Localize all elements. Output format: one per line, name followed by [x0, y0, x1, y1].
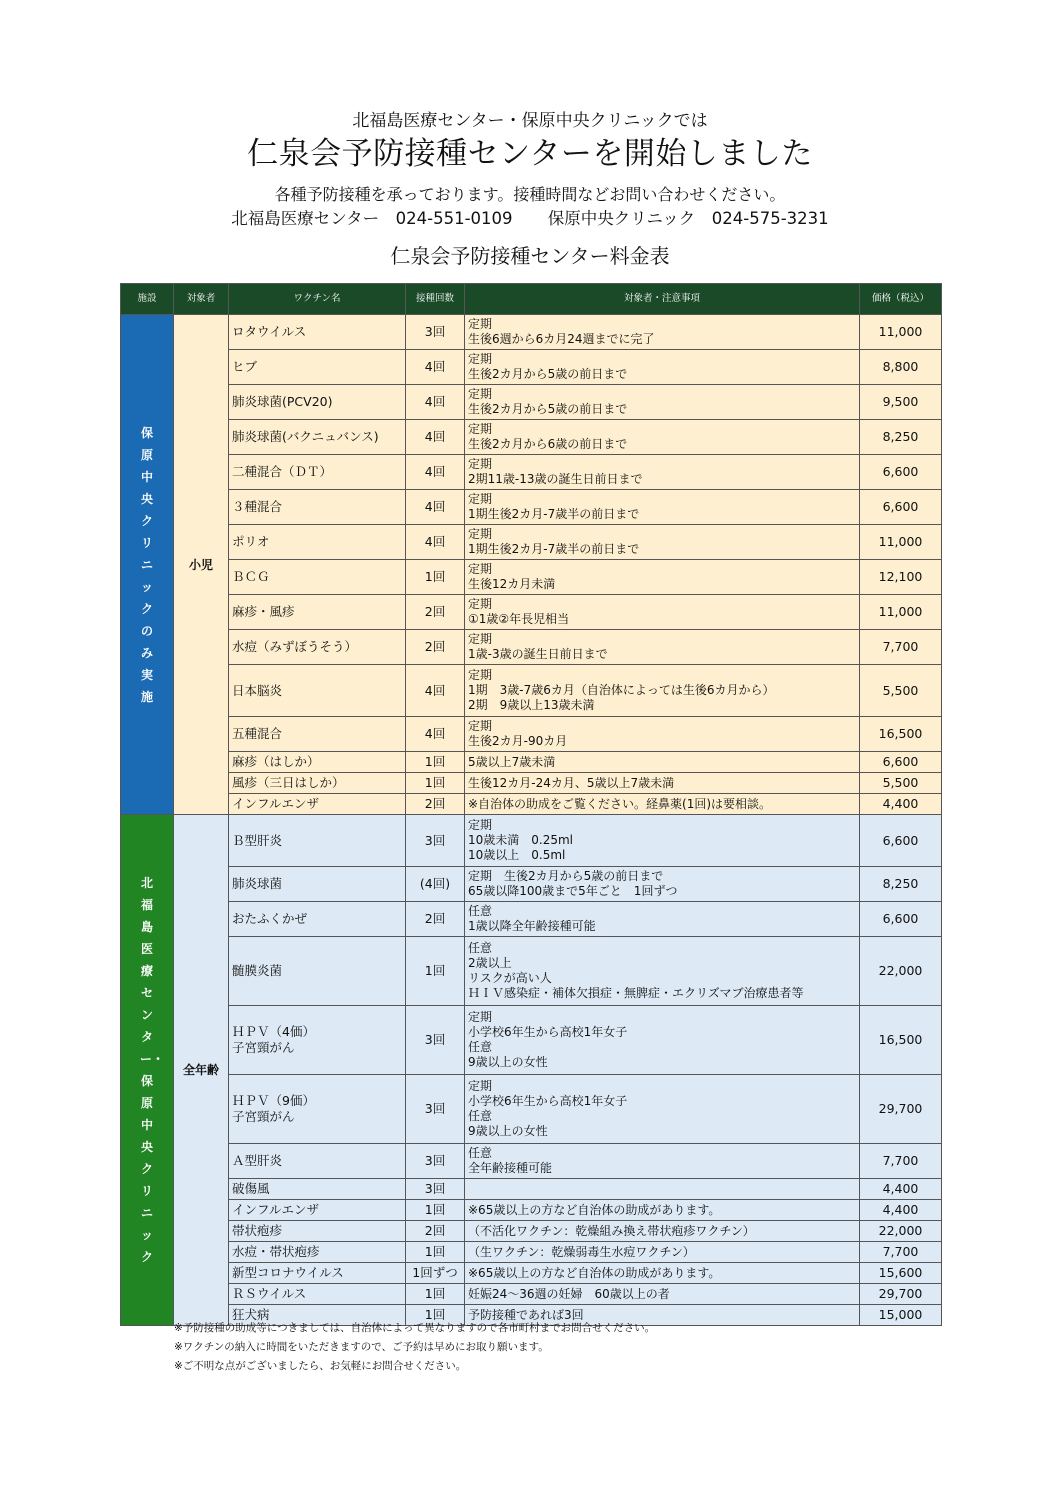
price-value: 6,600: [860, 815, 942, 867]
vaccine-name-line: 五種混合: [232, 726, 283, 741]
eligibility-notes: [465, 1284, 860, 1305]
notes-line: 1期 3歳-7歳6カ月（自治体によっては生後6カ月から）: [468, 683, 775, 697]
table-header-row: [121, 284, 942, 315]
vaccine-name-line: 二種混合（ＤＴ）: [232, 464, 333, 479]
notes-line: 1期生後2カ月-7歳半の前日まで: [468, 507, 640, 521]
vaccine-name-line: 髄膜炎菌: [232, 963, 283, 978]
vaccine-name-line: ロタウイルス: [232, 324, 307, 339]
notes-line: （生ワクチン：乾燥弱毒生水痘ワクチン）: [468, 1244, 695, 1259]
notes-line: ＨＩＶ感染症・補体欠損症・無脾症・エクリズマブ治療患者等: [468, 986, 804, 1000]
dose-count: 2回: [406, 1221, 465, 1242]
table-row: [121, 752, 942, 773]
notes-line: 65歳以降100歳まで5年ごと 1回ずつ: [468, 884, 678, 898]
footnote-subsidy: ※予防接種の助成等につきましては、自治体によって異なりますので各市町村までお問合せください。: [174, 1322, 656, 1334]
eligibility-notes: [465, 867, 860, 902]
eligibility-notes: [465, 1242, 860, 1263]
col-header-vaccine: ワクチン名: [229, 284, 406, 315]
vaccine-name-line: 子宮頸がん: [232, 1109, 295, 1124]
vaccine-name: [229, 1179, 406, 1200]
price-value: 4,400: [860, 1200, 942, 1221]
vaccine-name-line: 麻疹・風疹: [232, 604, 295, 619]
notes-line: 定期: [468, 457, 493, 471]
dose-count: 1回: [406, 1284, 465, 1305]
vaccine-name: [229, 350, 406, 385]
notes-line: 定期: [468, 632, 493, 646]
notes-line: 1期生後2カ月-7歳半の前日まで: [468, 542, 640, 556]
table-row: [121, 1200, 942, 1221]
table-row: [121, 420, 942, 455]
vaccine-name-line: 破傷風: [232, 1181, 270, 1196]
price-value: 16,500: [860, 1006, 942, 1075]
table-row: [121, 1263, 942, 1284]
dose-count: 4回: [406, 350, 465, 385]
facility-text: 北福島医療センター・保原中央クリニック: [140, 876, 165, 1264]
eligibility-notes: [465, 525, 860, 560]
dose-count: 1回ずつ: [406, 1263, 465, 1284]
notes-line: 10歳以上 0.5ml: [468, 848, 566, 862]
eligibility-notes: [465, 1006, 860, 1075]
dose-count: 1回: [406, 773, 465, 794]
notes-line: 任意: [468, 1040, 493, 1054]
notes-line: 2期11歳-13歳の誕生日前日まで: [468, 472, 643, 486]
eligibility-notes: [465, 937, 860, 1006]
table-row: [121, 595, 942, 630]
vaccine-name-line: 肺炎球菌(バクニュバンス): [232, 429, 379, 444]
table-title: 仁泉会予防接種センター料金表: [390, 244, 670, 268]
vaccine-name-line: インフルエンザ: [232, 1202, 320, 1217]
price-value: 8,250: [860, 420, 942, 455]
price-value: 15,600: [860, 1263, 942, 1284]
eligibility-notes: [465, 1200, 860, 1221]
phone-kitafukushima[interactable]: 北福島医療センター 024-551-0109: [231, 209, 513, 228]
price-value: 4,400: [860, 794, 942, 815]
vaccine-name: [229, 420, 406, 455]
vaccine-name: [229, 560, 406, 595]
table-row: [121, 630, 942, 665]
col-header-notes: 対象者・注意事項: [465, 284, 860, 315]
notes-line: 予防接種であれば3回: [468, 1307, 584, 1322]
price-value: 12,100: [860, 560, 942, 595]
price-value: 16,500: [860, 717, 942, 752]
price-value: 6,600: [860, 752, 942, 773]
col-header-count: 接種回数: [406, 284, 465, 315]
dose-count: 2回: [406, 595, 465, 630]
price-value: 6,600: [860, 902, 942, 937]
vaccine-name-line: 新型コロナウイルス: [232, 1265, 344, 1280]
vaccine-name-line: ＲＳウイルス: [232, 1286, 307, 1301]
eligibility-notes: [465, 1075, 860, 1144]
notes-line: ※自治体の助成をご覧ください。経鼻薬(1回)は要相談。: [468, 796, 772, 811]
price-value: 5,500: [860, 773, 942, 794]
vaccine-name: [229, 385, 406, 420]
notes-line: 生後12カ月-24カ月、5歳以上7歳未満: [468, 775, 675, 790]
vaccine-name-line: ３種混合: [232, 499, 283, 514]
header-pre-title: 北福島医療センター・保原中央クリニックでは: [352, 111, 708, 131]
price-value: 11,000: [860, 525, 942, 560]
eligibility-notes: [465, 665, 860, 717]
target-group-label: 全年齢: [174, 815, 229, 1326]
group-all-ages: [121, 815, 942, 1326]
price-value: 7,700: [860, 1144, 942, 1179]
eligibility-notes: [465, 902, 860, 937]
eligibility-notes: [465, 815, 860, 867]
price-value: 22,000: [860, 1221, 942, 1242]
facility-label: [121, 315, 174, 815]
dose-count: 4回: [406, 455, 465, 490]
notes-line: 生後2カ月から6歳の前日まで: [468, 437, 628, 451]
notes-line: 小学校6年生から高校1年女子: [468, 1025, 628, 1039]
price-table: [120, 283, 942, 1326]
price-value: 4,400: [860, 1179, 942, 1200]
notes-line: 定期: [468, 668, 493, 682]
vaccine-name-line: 肺炎球菌: [232, 876, 283, 891]
notes-line: 生後12カ月未満: [468, 577, 556, 591]
vaccine-name-line: ポリオ: [232, 534, 270, 549]
phone-hobara[interactable]: 保原中央クリニック 024-575-3231: [547, 209, 829, 228]
vaccine-name-line: ＨＰＶ（4価）: [232, 1024, 315, 1039]
notes-line: 生後2カ月から5歳の前日まで: [468, 402, 628, 416]
vaccine-name: [229, 1200, 406, 1221]
dose-count: 1回: [406, 752, 465, 773]
dose-count: 2回: [406, 794, 465, 815]
vaccine-name: [229, 455, 406, 490]
vaccine-name-line: 狂犬病: [232, 1307, 270, 1322]
vaccine-name: [229, 490, 406, 525]
vaccine-name-line: 子宮頸がん: [232, 1040, 295, 1055]
eligibility-notes: [465, 773, 860, 794]
notes-line: 任意: [468, 904, 493, 918]
table-row: [121, 455, 942, 490]
notes-line: 定期: [468, 1079, 493, 1093]
dose-count: 3回: [406, 1006, 465, 1075]
vaccine-name: [229, 902, 406, 937]
dose-count: 1回: [406, 1305, 465, 1326]
eligibility-notes: [465, 752, 860, 773]
vaccine-name-line: おたふくかぜ: [232, 911, 308, 926]
notes-line: ※65歳以上の方など自治体の助成があります。: [468, 1202, 721, 1217]
notes-line: 任意: [468, 941, 493, 955]
vaccine-name: [229, 867, 406, 902]
footnote-contact: ※ご不明な点がございましたら、お気軽にお問合せください。: [174, 1360, 467, 1372]
footnote-delivery: ※ワクチンの納入に時間をいただきますので、ご予約は早めにお取り願います。: [174, 1341, 549, 1353]
notes-line: 1歳-3歳の誕生日前日まで: [468, 647, 608, 661]
vaccine-name: [229, 815, 406, 867]
vaccine-name-line: 水痘・帯状疱疹: [232, 1244, 320, 1259]
notes-line: 9歳以上の女性: [468, 1124, 548, 1138]
vaccine-name: [229, 665, 406, 717]
eligibility-notes: [465, 1144, 860, 1179]
vaccine-name: [229, 794, 406, 815]
price-value: 11,000: [860, 315, 942, 350]
table-row: [121, 773, 942, 794]
vaccine-name: [229, 630, 406, 665]
table-row: [121, 815, 942, 867]
notes-line: 定期: [468, 1010, 493, 1024]
notes-line: 定期: [468, 562, 493, 576]
vaccine-name-line: ＨＰＶ（9価）: [232, 1093, 315, 1108]
dose-count: 4回: [406, 717, 465, 752]
notes-line: 定期: [468, 818, 493, 832]
notes-line: 定期: [468, 317, 493, 331]
table-row: [121, 937, 942, 1006]
vaccine-name-line: 水痘（みずぼうそう）: [232, 639, 358, 654]
notes-line: （不活化ワクチン：乾燥組み換え帯状疱疹ワクチン）: [468, 1223, 755, 1238]
notes-line: ①1歳②年長児相当: [468, 612, 570, 626]
header-description: 各種予防接種を承っております。接種時間などお問い合わせください。: [274, 185, 786, 204]
vaccine-name-line: Ａ型肝炎: [232, 1153, 283, 1168]
dose-count: 4回: [406, 490, 465, 525]
notes-line: 定期: [468, 597, 493, 611]
vaccine-name-line: インフルエンザ: [232, 796, 320, 811]
price-value: 6,600: [860, 455, 942, 490]
notes-line: 定期: [468, 527, 493, 541]
table-row: [121, 1006, 942, 1075]
vaccine-name-line: ヒブ: [232, 359, 258, 374]
price-value: 29,700: [860, 1075, 942, 1144]
page-title: 仁泉会予防接種センターを開始しました: [247, 136, 813, 172]
vaccine-name: [229, 1075, 406, 1144]
vaccine-name-line: 肺炎球菌(PCV20): [232, 394, 333, 409]
dose-count: 1回: [406, 1242, 465, 1263]
vaccine-name: [229, 773, 406, 794]
col-header-price: 価格（税込）: [860, 284, 942, 315]
col-header-facility: 施設: [121, 284, 174, 315]
dose-count: 2回: [406, 630, 465, 665]
target-group-label: 小児: [174, 315, 229, 815]
table-row: [121, 902, 942, 937]
vaccine-name-line: ＢＣＧ: [232, 569, 270, 584]
table-row: [121, 490, 942, 525]
vaccine-name-line: 日本脳炎: [232, 682, 283, 698]
table-row: [121, 1179, 942, 1200]
table-row: [121, 665, 942, 717]
eligibility-notes: [465, 455, 860, 490]
dose-count: 2回: [406, 902, 465, 937]
dose-count: 3回: [406, 1179, 465, 1200]
notes-line: 定期: [468, 352, 493, 366]
eligibility-notes: [465, 350, 860, 385]
facility-text: 保原中央クリニックのみ実施: [140, 425, 153, 704]
eligibility-notes: [465, 630, 860, 665]
eligibility-notes: [465, 595, 860, 630]
vaccine-name: [229, 752, 406, 773]
vaccine-name: [229, 1144, 406, 1179]
vaccine-name: [229, 1263, 406, 1284]
vaccine-name-line: 麻疹（はしか）: [232, 754, 320, 769]
notes-line: 10歳未満 0.25ml: [468, 833, 574, 847]
dose-count: 3回: [406, 315, 465, 350]
table-row: [121, 1075, 942, 1144]
dose-count: 4回: [406, 385, 465, 420]
notes-line: 定期: [468, 422, 493, 436]
vaccine-name: [229, 1006, 406, 1075]
table-row: [121, 1284, 942, 1305]
notes-line: 9歳以上の女性: [468, 1055, 548, 1069]
price-value: 9,500: [860, 385, 942, 420]
table-row: [121, 560, 942, 595]
eligibility-notes: [465, 385, 860, 420]
dose-count: (4回): [406, 867, 465, 902]
dose-count: 1回: [406, 1200, 465, 1221]
notes-line: 任意: [468, 1146, 493, 1160]
notes-line: リスクが高い人: [468, 971, 552, 985]
price-value: 7,700: [860, 630, 942, 665]
notes-line: 定期: [468, 387, 493, 401]
eligibility-notes: [465, 420, 860, 455]
col-header-target: 対象者: [174, 284, 229, 315]
vaccine-name: [229, 1284, 406, 1305]
notes-line: 2期 9歳以上13歳未満: [468, 698, 595, 712]
notes-line: 生後2カ月から5歳の前日まで: [468, 367, 628, 381]
table-row: [121, 717, 942, 752]
notes-line: 5歳以上7歳未満: [468, 754, 556, 769]
table-row: [121, 385, 942, 420]
price-value: 29,700: [860, 1284, 942, 1305]
eligibility-notes: [465, 490, 860, 525]
eligibility-notes: [465, 1263, 860, 1284]
notes-line: 任意: [468, 1109, 493, 1123]
notes-line: 定期: [468, 492, 493, 506]
eligibility-notes: [465, 315, 860, 350]
vaccine-name-line: 帯状疱疹: [232, 1223, 283, 1238]
price-value: 5,500: [860, 665, 942, 717]
dose-count: 1回: [406, 937, 465, 1006]
dose-count: 4回: [406, 525, 465, 560]
dose-count: 3回: [406, 1144, 465, 1179]
dose-count: 4回: [406, 420, 465, 455]
table-row: [121, 350, 942, 385]
vaccine-name: [229, 525, 406, 560]
notes-line: 定期: [468, 719, 493, 733]
notes-line: 2歳以上: [468, 956, 512, 970]
notes-line: 妊娠24～36週の妊婦 60歳以上の者: [468, 1286, 670, 1301]
phone-contacts: [0, 205, 1060, 229]
table-row: [121, 867, 942, 902]
vaccine-name-line: 風疹（三日はしか）: [232, 775, 345, 790]
price-value: 22,000: [860, 937, 942, 1006]
dose-count: 3回: [406, 815, 465, 867]
eligibility-notes: [465, 1179, 860, 1200]
table-row: [121, 1221, 942, 1242]
eligibility-notes: [465, 560, 860, 595]
vaccine-name: [229, 595, 406, 630]
vaccine-name: [229, 717, 406, 752]
price-value: 11,000: [860, 595, 942, 630]
notes-line: 1歳以降全年齢接種可能: [468, 919, 596, 933]
price-value: 8,250: [860, 867, 942, 902]
facility-label: [121, 815, 174, 1326]
notes-line: 全年齢接種可能: [468, 1161, 553, 1175]
eligibility-notes: [465, 794, 860, 815]
price-value: 8,800: [860, 350, 942, 385]
vaccine-name: [229, 1221, 406, 1242]
table-row: [121, 794, 942, 815]
notes-line: ※65歳以上の方など自治体の助成があります。: [468, 1265, 721, 1280]
dose-count: 3回: [406, 1075, 465, 1144]
table-row: [121, 315, 942, 350]
dose-count: 4回: [406, 665, 465, 717]
vaccine-name: [229, 315, 406, 350]
eligibility-notes: [465, 1221, 860, 1242]
group-children: [121, 315, 942, 815]
vaccine-name: [229, 1242, 406, 1263]
dose-count: 1回: [406, 560, 465, 595]
table-row: [121, 1242, 942, 1263]
notes-line: 定期 生後2カ月から5歳の前日まで: [468, 869, 664, 883]
notes-line: 生後2カ月-90カ月: [468, 734, 568, 748]
table-row: [121, 525, 942, 560]
price-value: 15,000: [860, 1305, 942, 1326]
price-value: 6,600: [860, 490, 942, 525]
notes-line: 生後6週から6カ月24週までに完了: [468, 332, 655, 346]
notes-line: 小学校6年生から高校1年女子: [468, 1094, 628, 1108]
table-row: [121, 1144, 942, 1179]
vaccine-name: [229, 937, 406, 1006]
vaccine-name-line: Ｂ型肝炎: [232, 832, 283, 848]
price-value: 7,700: [860, 1242, 942, 1263]
eligibility-notes: [465, 717, 860, 752]
